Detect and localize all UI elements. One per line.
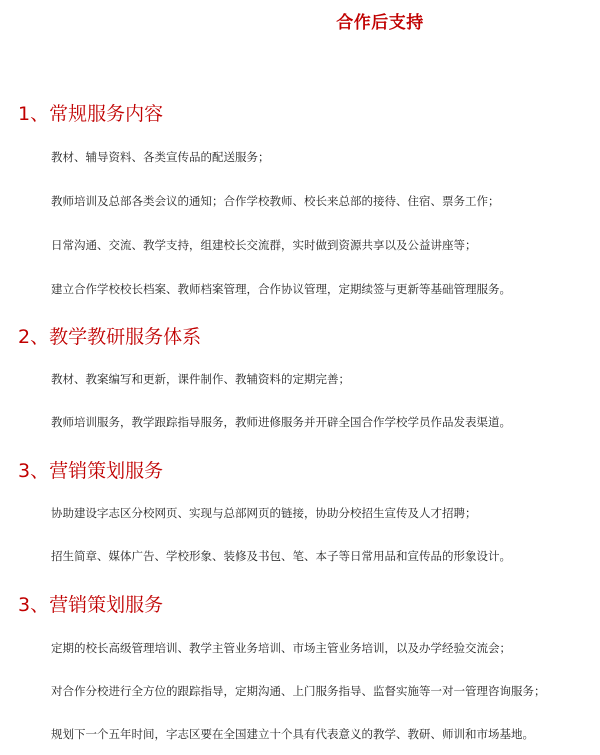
section-3-item-2: 招生简章、媒体广告、学校形象、装修及书包、笔、本子等日常用品和宣传品的形象设计。: [51, 549, 511, 563]
page-title: 合作后支持: [336, 13, 424, 33]
section-heading-2: 2、教学教研服务体系: [18, 326, 202, 348]
section-1-item-4: 建立合作学校校长档案、教师档案管理，合作协议管理，定期续签与更新等基础管理服务。: [51, 282, 511, 296]
section-1-item-3: 日常沟通、交流、教学支持，组建校长交流群，实时做到资源共享以及公益讲座等；: [51, 238, 477, 252]
section-4-item-3: 规划下一个五年时间，字志区要在全国建立十个具有代表意义的教学、教研、师训和市场基地。: [51, 727, 534, 741]
section-heading-1: 1、常规服务内容: [18, 103, 164, 125]
section-2-item-1: 教材、教案编写和更新，课件制作、教辅资料的定期完善；: [51, 372, 350, 386]
section-heading-4: 3、营销策划服务: [18, 594, 164, 616]
section-heading-3: 3、营销策划服务: [18, 460, 164, 482]
section-4-item-1: 定期的校长高级管理培训、教学主管业务培训、市场主管业务培训，以及办学经验交流会；: [51, 641, 511, 655]
section-4-item-2: 对合作分校进行全方位的跟踪指导，定期沟通、上门服务指导、监督实施等一对一管理咨询服务；: [51, 684, 546, 698]
section-3-item-1: 协助建设字志区分校网页、实现与总部网页的链接，协助分校招生宣传及人才招聘；: [51, 506, 477, 520]
section-2-item-2: 教师培训服务，教学跟踪指导服务，教师进修服务并开辟全国合作学校学员作品发表渠道。: [51, 415, 511, 429]
section-1-item-1: 教材、辅导资料、各类宣传品的配送服务；: [51, 150, 270, 164]
section-1-item-2: 教师培训及总部各类会议的通知；合作学校教师、校长来总部的接待、住宿、票务工作；: [51, 194, 500, 208]
